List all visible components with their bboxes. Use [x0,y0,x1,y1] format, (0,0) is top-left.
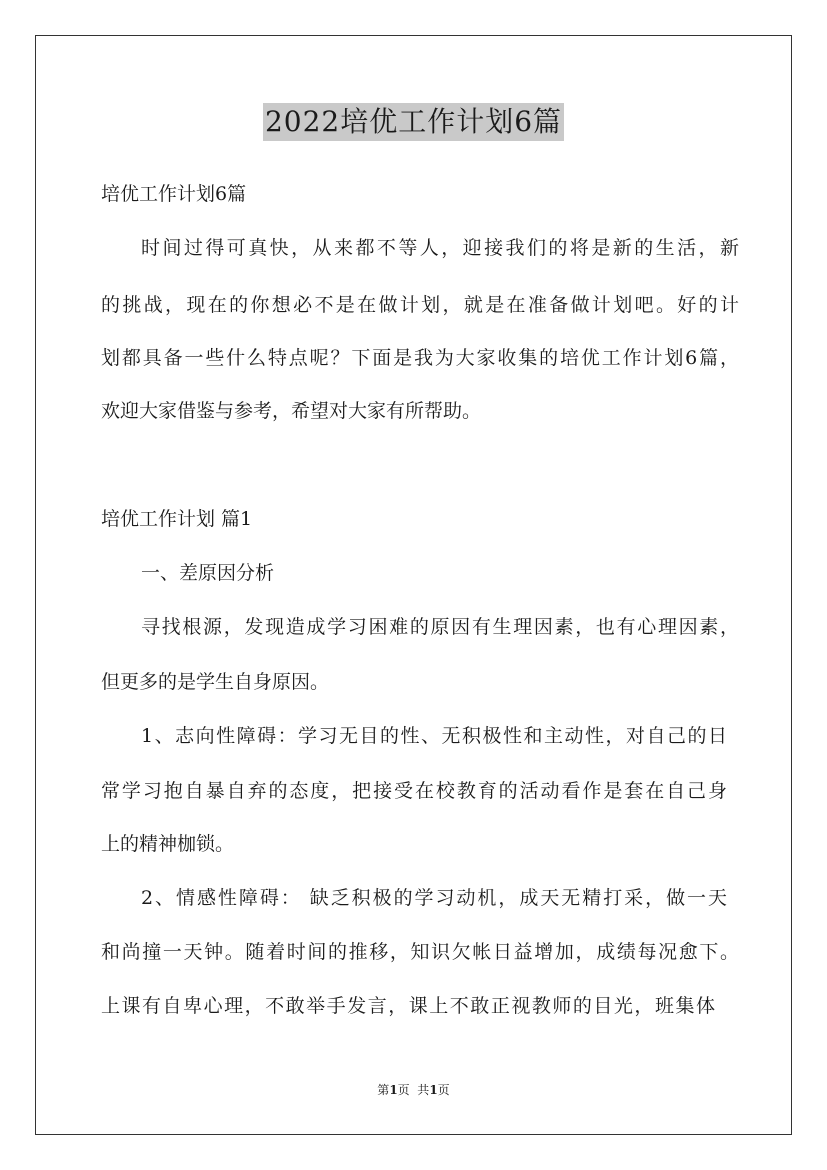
footer-page-current: 1 [389,1083,398,1097]
title-container [0,103,827,141]
document-subtitle: 培优工作计划6篇 [101,183,247,205]
para2-line-2: 常学习抱自暴自弃的态度，把接受在校教育的活动看作是套在自己身 [101,780,727,802]
para1-line-1: 寻找根源，发现造成学习困难的原因有生理因素，也有心理因素， [141,616,739,638]
para3-line-2: 和尚撞一天钟。随着时间的推移，知识欠帐日益增加，成绩每况愈下。 [101,941,739,963]
footer-page-prefix: 第 [377,1083,390,1097]
footer-page-mid: 页 共 [397,1083,430,1097]
para3-line-1: 2、情感性障碍： 缺乏积极的学习动机，成天无精打采，做一天 [141,887,727,909]
para2-line-1: 1、志向性障碍：学习无目的性、无积极性和主动性，对自己的日 [141,725,727,747]
intro-line-3: 划都具备一些什么特点呢？下面是我为大家收集的培优工作计划6篇， [101,347,739,369]
page-footer [0,1082,827,1098]
para3-line-3: 上课有自卑心理，不敢举手发言，课上不敢正视教师的目光，班集体 [101,995,715,1017]
footer-page-total: 1 [429,1083,438,1097]
intro-line-1: 时间过得可真快，从来都不等人，迎接我们的将是新的生活，新 [141,237,739,259]
document-title: 2022培优工作计划6篇 [263,103,564,141]
para2-line-3: 上的精神枷锁。 [101,833,235,855]
section-subheading: 一、差原因分析 [141,562,275,584]
footer-page-suffix: 页 [437,1083,450,1097]
section-heading: 培优工作计划 篇1 [101,508,253,530]
para1-line-2: 但更多的是学生自身原因。 [101,671,330,693]
intro-line-2: 的挑战，现在的你想必不是在做计划，就是在准备做计划吧。好的计 [101,294,739,316]
intro-line-4: 欢迎大家借鉴与参考，希望对大家有所帮助。 [101,400,482,422]
